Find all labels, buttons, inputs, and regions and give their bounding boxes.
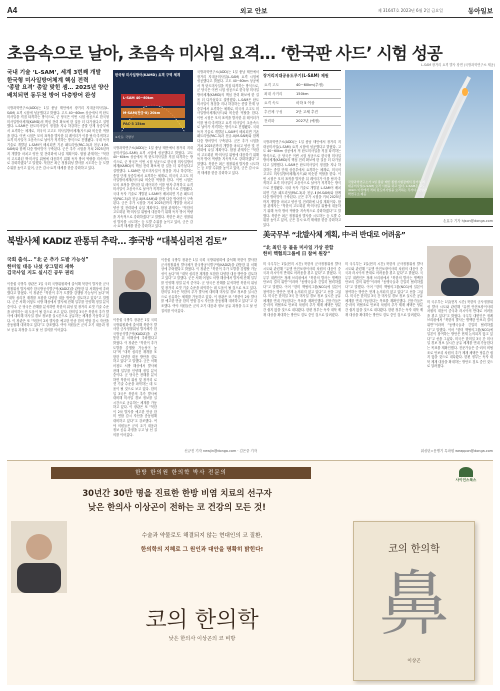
story2-body-col2: 이종섭 국방부 장관은 1일 국회 국방위원회에 출석해 북한이 발사한 군사정찰위성 발사체가 한국방공식별구역(KADIZ)을 관통한 뒤 서해상에 추락했다고 밝혔다. 이 장관은 “북한이 추가 도발을 감행할 가능성이 높다”며 “대북 심리전 재개를 포함한 다양한 대응 방안을 검토하고 있다”고 말했다. 군은 서해 어청도 서방 해상에서 발사체 잔해 일부를 인양해 정밀 분석 중이다. 군 당국은 잔해를 분석하면 북한의 위성 및 장거리 로켓 기술 수준을 파악하는 데 도움이 될 것으로 보고 있다. 한미일 3국은 북한의 추가 발사에 대비해 미사일 경보 정보를 실시간으로 공유하는 체계를 가동하고 있다. 이 장관은 또 “북한이 2차 발사를 예고한 만큼 한미 연합 감시 자산을 총동원해 대비하고 있다”고 강조했다. 여야 의원들은 군의 초기 대응과 정보 공유 과정을 두고 날 선 질의를 이어갔다. [161, 258, 257, 313]
ad-line-2: 한의학의 지혜로 그 원인과 대안을 명확히 밝힌다! [140, 547, 264, 553]
table-row: 최대 사거리 150km [263, 90, 341, 99]
story3-body-col1: 미 국무부는 1일(현지 시간) 북한의 군사정찰위성 발사 시도와 관련해 “유엔 안전보장이사회 차원의 대응이 중국과 러시아의 반대로 어려움을 겪고 있다”고 밝혔다. 국무부 대변인은 정례 브리핑에서 “북한의 발사는 명백한 안보리 결의 위반”이라며 “동맹국들과 긴밀히 협력하겠다”고 말했다. 이어 “한미 핵협의그룹(NCG)에 일본이 참여하는 방안은 현재 논의되지 않고 있다”고 선을 그었다. 미국은 한미일 3국 간 미사일 경보 정보 실시간 공유 체계를 연내 가동한다는 목표를 재확인했다. 전문가들은 중·러의 비협조로 안보리 차원의 추가 제재 채택은 당분간 쉽지 않을 것으로 내다봤다. 한편 정부는 독자 대북 제재 대상을 확대하는 방안도 검토 중인 것으로 알려졌다. [263, 262, 341, 317]
story3-reporter: 워싱턴=문병기 특파원 weappon@donga.com [420, 449, 493, 453]
story2-headline: 북발사체 KADIZ 관통뒤 추락… 李국방 “대북심리전 검토” [7, 237, 227, 247]
divider [7, 230, 257, 231]
missile-photo [345, 70, 493, 215]
layer-lsam: L-SAM 40~60km [123, 96, 154, 100]
story3-body-col3: 미 국무부는 1일(현지 시간) 북한의 군사정찰위성 발사 시도와 관련해 “유엔 안전보장이사회 차원의 대응이 중국과 러시아의 반대로 어려움을 겪고 있다”고 밝혔다. 국무부 대변인은 정례 브리핑에서 “북한의 발사는 명백한 안보리 결의 위반”이라며 “동맹국들과 긴밀히 협력하겠다”고 말했다. 이어 “한미 핵협의그룹(NCG)에 일본이 참여하는 방안은 현재 논의되지 않고 있다”고 선을 그었다. 미국은 한미일 3국 간 미사일 경보 정보 실시간 공유 체계를 연내 가동한다는 목표를 재확인했다. 전문가들은 중·러의 비협조로 안보리 차원의 추가 제재 채택은 당분간 쉽지 않을 것으로 내다봤다. 한편 정부는 독자 대북 제재 대상을 확대하는 방안도 검토 중인 것으로 알려졌다. [427, 300, 493, 369]
section-name: 외교 안보 [240, 7, 268, 15]
book-cover [353, 521, 475, 681]
lead-headline: 초음속으로 날아, 초음속 미사일 요격… ‘한국판 사드’ 시험 성공 [7, 44, 442, 63]
kamd-diagram [113, 70, 193, 142]
lead-body-col1: 국방과학연구소(ADD)는 1일 충남 태안에서 장거리 지대공미사일(L-SAM) 요격 시험에 성공했다고 밝혔다. 고도 40~60km 상공에서 적 탄도미사일을 직접 타격하는 방식으로, 군 당국은 이번 시험 성공으로 한국형 미사일방어체계(KAMD)의 핵심 전력 확보에 한 걸음 더 다가섰다고 설명했다. L-SAM은 탄도미사일이 정점을 지나 하강하는 종말 단계 상층부에서 요격하는 체계로, 미국의 고고도 미사일방어체계(사드)와 비슷한 역할을 한다. 이번 시험은 모의 표적을 발사한 뒤 레이더가 이를 탐지·추적하고 요격 미사일이 초음속으로 날아가 직격하는 방식으로 진행됐다. 국내 독자 기술로 개발된 L-SAM이 배치되면 기존 패트리엇(PAC-3)과 천궁-Ⅱ(M-SAM)와 함께 다층 방어망이 구축된다. 군은 추가 시험을 거쳐 2025년까지 개발을 마치고 양산 및 전력화에 나설 계획이다. 합참 관계자는 “북한의 고도화된 핵·미사일 위협에 대응하기 위해 독자 방어 역량을 지속적으로 강화하겠다”고 말했다. 북한은 최근 정찰위성 발사를 시도하는 등 도발 수위를 높이고 있어, 군은 감시·요격 태세를 한층 강화하고 있다. [7, 106, 109, 170]
spec-box [263, 70, 341, 126]
ad-line-1: 수술과 약물로도 해결되지 않는 현대인의 코 질환, [141, 533, 263, 539]
cover-title: 코의 한의학 [388, 544, 440, 555]
spec-title: 장거리지대공유도무기(L-SAM) 제원 [263, 70, 341, 79]
ad-banner [51, 467, 311, 479]
ad-headline-1: 30년간 30만 명을 진료한 한방 비염 치료의 선구자 [82, 488, 272, 498]
page-header [7, 5, 493, 18]
lead-reporter: 손효주 기자 hjson@donga.com [443, 219, 493, 223]
spokesperson-photo [427, 246, 493, 296]
diagram-title: 한국형 미사일방어(KAMD) 요격 구역 체계 [115, 73, 181, 77]
spec-table [263, 81, 341, 126]
table-row: 추진체 구성 2단 고체 추진 [263, 108, 341, 117]
publisher-logo [451, 467, 481, 487]
lead-body-col4: 국방과학연구소(ADD)는 1일 충남 태안에서 장거리 지대공미사일(L-SAM) 요격 시험에 성공했다고 밝혔다. 고도 40~60km 상공에서 적 탄도미사일을 직접 타격하는 방식으로, 군 당국은 이번 시험 성공으로 한국형 미사일방어체계(KAMD)의 핵심 전력 확보에 한 걸음 더 다가섰다고 설명했다. L-SAM은 탄도미사일이 정점을 지나 하강하는 종말 단계 상층부에서 요격하는 체계로, 미국의 고고도 미사일방어체계(사드)와 비슷한 역할을 한다. 이번 시험은 모의 표적을 발사한 뒤 레이더가 이를 탐지·추적하고 요격 미사일이 초음속으로 날아가 직격하는 방식으로 진행됐다. 국내 독자 기술로 개발된 L-SAM이 배치되면 기존 패트리엇(PAC-3)과 천궁-Ⅱ(M-SAM)와 함께 다층 방어망이 구축된다. 군은 추가 시험을 거쳐 2025년까지 개발을 마치고 양산 및 전력화에 나설 계획이다. 합참 관계자는 “북한의 고도화된 핵·미사일 위협에 대응하기 위해 독자 방어 역량을 지속적으로 강화하겠다”고 말했다. 북한은 최근 정찰위성 발사를 시도하는 등 도발 수위를 높이고 있어, 군은 감시·요격 태세를 한층 강화하고 있다. [263, 140, 341, 227]
book-advertisement [7, 460, 493, 685]
story2-reporter: 신규진 기자 newjin@donga.com · 김은중 기자 [184, 449, 257, 453]
table-row: 전력화 2027년 (예정) [263, 117, 341, 126]
table-row: 요격 고도 40~60km(추정) [263, 81, 341, 90]
ad-book-subtitle: 낮은 한의사 이상곤의 코 비방 [168, 636, 236, 642]
cover-author: 이상곤 [407, 659, 421, 664]
story3-quote: “北 최인 등 불을 미사일 가상 관합 한미 핵협의그룹에 日 참여 원장” [263, 246, 334, 257]
layer-msam: M-SAM(천궁-Ⅱ) 20km [123, 111, 161, 115]
person-image [113, 258, 157, 314]
ad-headline-2: 낮은 한의사 이상곤이 전하는 코 건강의 모든 것! [88, 502, 266, 512]
diagram-source: ※자료: 국방부 [115, 135, 134, 139]
lead-body-col2: 국방과학연구소(ADD)는 1일 충남 태안에서 장거리 지대공미사일(L-SAM) 요격 시험에 성공했다고 밝혔다. 고도 40~60km 상공에서 적 탄도미사일을 직접 타격하는 방식으로, 군 당국은 이번 시험 성공으로 한국형 미사일방어체계(KAMD)의 핵심 전력 확보에 한 걸음 더 다가섰다고 설명했다. L-SAM은 탄도미사일이 정점을 지나 하강하는 종말 단계 상층부에서 요격하는 체계로, 미국의 고고도 미사일방어체계(사드)와 비슷한 역할을 한다. 이번 시험은 모의 표적을 발사한 뒤 레이더가 이를 탐지·추적하고 요격 미사일이 초음속으로 날아가 직격하는 방식으로 진행됐다. 국내 독자 기술로 개발된 L-SAM이 배치되면 기존 패트리엇(PAC-3)과 천궁-Ⅱ(M-SAM)와 함께 다층 방어망이 구축된다. 군은 추가 시험을 거쳐 2025년까지 개발을 마치고 양산 및 전력화에 나설 계획이다. 합참 관계자는 “북한의 고도화된 핵·미사일 위협에 대응하기 위해 독자 방어 역량을 지속적으로 강화하겠다”고 말했다. 북한은 최근 정찰위성 발사를 시도하는 등 도발 수위를 높이고 있어, 군은 감시·요격 태세를 한층 강화하고 있다. [113, 146, 193, 228]
page-number: A4 [7, 6, 18, 15]
story2-body-col3: 이종섭 국방부 장관은 1일 국회 국방위원회에 출석해 북한이 발사한 군사정찰위성 발사체가 한국방공식별구역(KADIZ)을 관통한 뒤 서해상에 추락했다고 밝혔다. 이 장관은 “북한이 추가 도발을 감행할 가능성이 높다”며 “대북 심리전 재개를 포함한 다양한 대응 방안을 검토하고 있다”고 말했다. 군은 서해 어청도 서방 해상에서 발사체 잔해 일부를 인양해 정밀 분석 중이다. 군 당국은 잔해를 분석하면 북한의 위성 및 장거리 로켓 기술 수준을 파악하는 데 도움이 될 것으로 보고 있다. 한미일 3국은 북한의 추가 발사에 대비해 미사일 경보 정보를 실시간으로 공유하는 체계를 가동하고 있다. 이 장관은 또 “북한이 2차 발사를 예고한 만큼 한미 연합 감시 자산을 총동원해 대비하고 있다”고 강조했다. 여야 의원들은 군의 초기 대응과 정보 공유 과정을 두고 날 선 질의를 이어갔다. [113, 318, 157, 437]
lead-deck: 국내 기술 ‘L-SAM’, 세계 3번째 개발 한국형 미사일방어체계 핵심 전력 ‘종말 요격’ 총알 맞힌 셈… 2025년 양산 배치되면 동두천 방어 다층방어 완성 [7, 70, 109, 99]
divider [345, 226, 493, 227]
minister-photo [113, 258, 157, 314]
diagram-graphic [113, 70, 193, 142]
publisher-name: 사이언스북스 [455, 478, 477, 482]
newspaper-logo: 동아일보 [467, 7, 493, 15]
photo-caption: 국방과학연구소가 1일 충남 태안 종합시험장에서 장거리 지대공미사일(L-SAM) 요격 시험을 하고 있다. L-SAM은 고도 40km 이상에서 적의 탄도미사일을 요격하는 무기다. 국방과학연구소 제공 [348, 180, 427, 196]
ad-book-title: 코의 한의학 [145, 608, 259, 633]
person-image [11, 521, 67, 593]
photo-credit: L-SAM 장거리 요격 발사 장면 (국방과학연구소 제공) [421, 63, 495, 67]
issue-meta: 제 31647호 2023년 6월 2일 금요일 [377, 8, 443, 13]
table-row: 요격 속도 마하 5 이상 [263, 99, 341, 108]
layer-pac3: PAC-3 15km [123, 121, 146, 126]
story3-body-col2: 미 국무부는 1일(현지 시간) 북한의 군사정찰위성 발사 시도와 관련해 “유엔 안전보장이사회 차원의 대응이 중국과 러시아의 반대로 어려움을 겪고 있다”고 밝혔다. 국무부 대변인은 정례 브리핑에서 “북한의 발사는 명백한 안보리 결의 위반”이라며 “동맹국들과 긴밀히 협력하겠다”고 말했다. 이어 “한미 핵협의그룹(NCG)에 일본이 참여하는 방안은 현재 논의되지 않고 있다”고 선을 그었다. 미국은 한미일 3국 간 미사일 경보 정보 실시간 공유 체계를 연내 가동한다는 목표를 재확인했다. 전문가들은 중·러의 비협조로 안보리 차원의 추가 제재 채택은 당분간 쉽지 않을 것으로 내다봤다. 한편 정부는 독자 대북 제재 대상을 확대하는 방안도 검토 중인 것으로 알려졌다. [345, 262, 423, 317]
story2-body-col1: 이종섭 국방부 장관은 1일 국회 국방위원회에 출석해 북한이 발사한 군사정찰위성 발사체가 한국방공식별구역(KADIZ)을 관통한 뒤 서해상에 추락했다고 밝혔다. 이 장관은 “북한이 추가 도발을 감행할 가능성이 높다”며 “대북 심리전 재개를 포함한 다양한 대응 방안을 검토하고 있다”고 말했다. 군은 서해 어청도 서방 해상에서 발사체 잔해 일부를 인양해 정밀 분석 중이다. 군 당국은 잔해를 분석하면 북한의 위성 및 장거리 로켓 기술 수준을 파악하는 데 도움이 될 것으로 보고 있다. 한미일 3국은 북한의 추가 발사에 대비해 미사일 경보 정보를 실시간으로 공유하는 체계를 가동하고 있다. 이 장관은 또 “북한이 2차 발사를 예고한 만큼 한미 연합 감시 자산을 총동원해 대비하고 있다”고 강조했다. 여야 의원들은 군의 초기 대응과 정보 공유 과정을 두고 날 선 질의를 이어갔다. [7, 282, 109, 332]
story2-subhead: 국회 출석… “北 군 추가 도발 가능성” 한미일 대응 나섰 상그밀리 새하 김국사일 지도 실시긴 공두 권리 [7, 258, 89, 277]
story3-headline: 美국무부 “北발사체 계획, 中·러 반대로 어려움” [263, 230, 406, 239]
person-image [427, 246, 493, 296]
lead-body-col3: 국방과학연구소(ADD)는 1일 충남 태안에서 장거리 지대공미사일(L-SAM) 요격 시험에 성공했다고 밝혔다. 고도 40~60km 상공에서 적 탄도미사일을 직접 타격하는 방식으로, 군 당국은 이번 시험 성공으로 한국형 미사일방어체계(KAMD)의 핵심 전력 확보에 한 걸음 더 다가섰다고 설명했다. L-SAM은 탄도미사일이 정점을 지나 하강하는 종말 단계 상층부에서 요격하는 체계로, 미국의 고고도 미사일방어체계(사드)와 비슷한 역할을 한다. 이번 시험은 모의 표적을 발사한 뒤 레이더가 이를 탐지·추적하고 요격 미사일이 초음속으로 날아가 직격하는 방식으로 진행됐다. 국내 독자 기술로 개발된 L-SAM이 배치되면 기존 패트리엇(PAC-3)과 천궁-Ⅱ(M-SAM)와 함께 다층 방어망이 구축된다. 군은 추가 시험을 거쳐 2025년까지 개발을 마치고 양산 및 전력화에 나설 계획이다. 합참 관계자는 “북한의 고도화된 핵·미사일 위협에 대응하기 위해 독자 방어 역량을 지속적으로 강화하겠다”고 말했다. 북한은 최근 정찰위성 발사를 시도하는 등 도발 수위를 높이고 있어, 군은 감시·요격 태세를 한층 강화하고 있다. [197, 70, 259, 176]
author-photo [11, 521, 67, 593]
ad-banner-text: 한방 한의원 한의학 박사 전문의 [135, 470, 227, 476]
cover-glyph: 鼻 [379, 563, 449, 645]
